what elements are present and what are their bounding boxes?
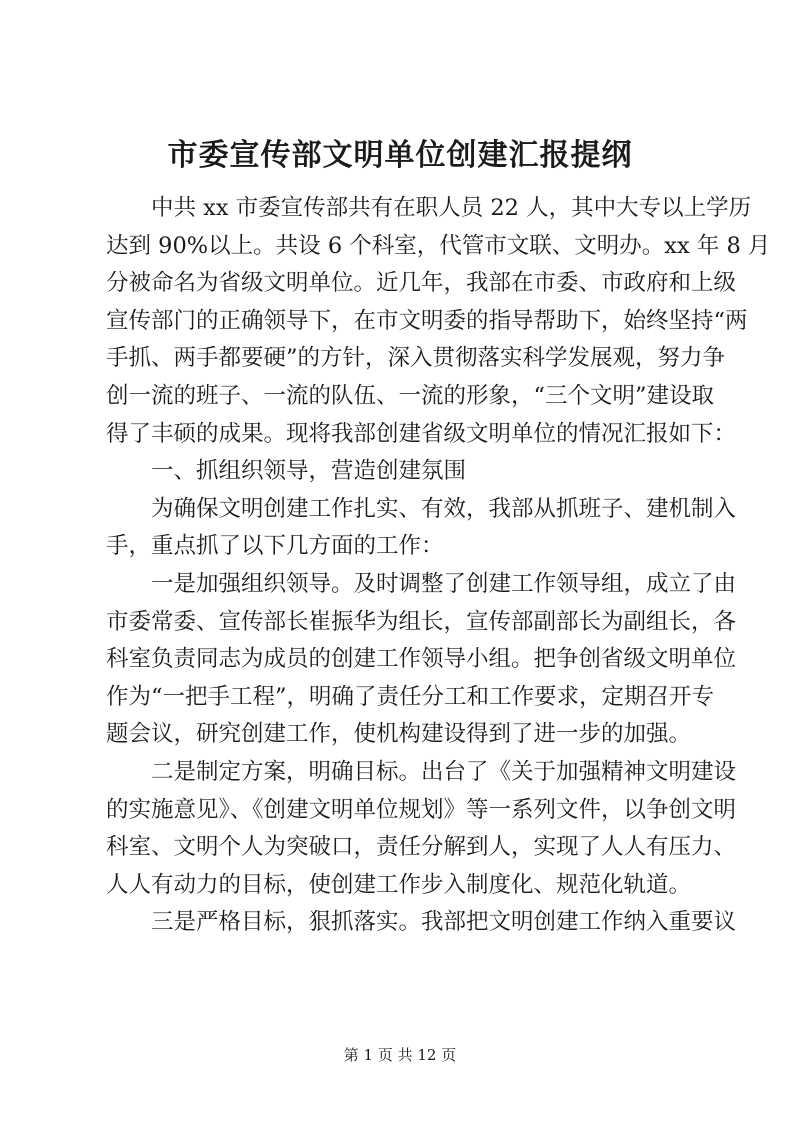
- paragraph-line: 宣传部门的正确领导下，在市文明委的指导帮助下，始终坚持“两: [106, 307, 748, 334]
- paragraph-line: 的实施意见》、《创建文明单位规划》等一系列文件，以争创文明: [106, 796, 737, 823]
- paragraph-line: 三是严格目标，狠抓落实。我部把文明创建工作纳入重要议: [151, 909, 737, 936]
- paragraph-line: 作为“一把手工程”，明确了责任分工和工作要求，定期召开专: [106, 683, 715, 710]
- paragraph-line: 手抓、两手都要硬”的方针，深入贯彻落实科学发展观，努力争: [106, 345, 726, 372]
- paragraph-line: 人人有动力的目标，使创建工作步入制度化、规范化轨道。: [106, 871, 692, 898]
- paragraph-line: 题会议，研究创建工作，使机构建设得到了进一步的加强。: [106, 721, 692, 748]
- paragraph-line: 市委常委、宣传部长崔振华为组长，宣传部副部长为副组长，各: [106, 608, 737, 635]
- paragraph-line: 科室、文明个人为突破口，责任分解到人，实现了人人有压力、: [106, 834, 737, 861]
- paragraph-line: 一是加强组织领导。及时调整了创建工作领导组，成立了由: [151, 570, 737, 597]
- paragraph-line: 分被命名为省级文明单位。近几年，我部在市委、市政府和上级: [106, 270, 737, 297]
- paragraph-line: 创一流的班子、一流的队伍、一流的形象，“三个文明”建设取: [106, 382, 715, 409]
- page-title: 市委宣传部文明单位创建汇报提纲: [167, 138, 633, 173]
- paragraph-line: 中共 xx 市委宣传部共有在职人员 22 人，其中大专以上学历: [151, 195, 752, 221]
- document-body: [106, 190, 771, 942]
- paragraph-line: 科室负责同志为成员的创建工作领导小组。把争创省级文明单位: [106, 646, 737, 673]
- section-heading: 一、抓组织领导，营造创建氛围: [151, 458, 467, 485]
- paragraph-line: 达到 90%以上。共设 6 个科室，代管市文联、文明办。xx 年 8 月: [106, 232, 771, 259]
- page-number-footer: 第 1 页 共 12 页: [343, 1046, 457, 1064]
- paragraph-line: 二是制定方案，明确目标。出台了《关于加强精神文明建设: [151, 758, 737, 785]
- paragraph-line: 为确保文明创建工作扎实、有效，我部从抓班子、建机制入: [151, 495, 737, 522]
- paragraph-line: 手，重点抓了以下几方面的工作：: [106, 533, 444, 560]
- paragraph-line: 得了丰硕的成果。现将我部创建省级文明单位的情况汇报如下：: [106, 420, 737, 447]
